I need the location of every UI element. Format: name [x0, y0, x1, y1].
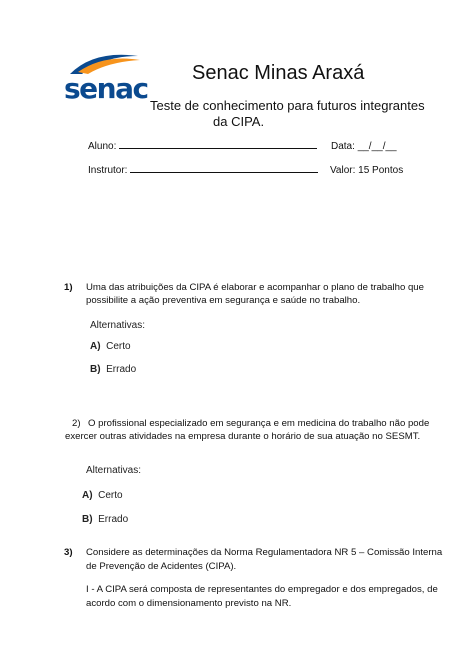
instructor-label: Instrutor:	[88, 165, 128, 176]
senac-logo	[64, 52, 148, 105]
question-1-text-line2: possibilite a ação preventiva em segurança e saúde no trabalho.	[86, 295, 361, 306]
question-2-text-line1: O profissional especializado em segurança e em medicina do trabalho não pode	[88, 418, 430, 429]
school-name: Senac Minas Araxá	[192, 62, 365, 84]
question-2-option-a[interactable]: A) Certo	[82, 490, 123, 501]
date-row	[331, 141, 397, 152]
question-2-alternatives-label: Alternativas:	[86, 465, 142, 476]
question-1-number: 1)	[64, 282, 73, 293]
instructor-name-field[interactable]	[130, 172, 318, 173]
question-2-option-b[interactable]: B) Errado	[82, 514, 129, 525]
question-1-text-line1: Uma das atribuições da CIPA é elaborar e acompanhar o plano de trabalho que	[86, 282, 424, 293]
question-1-option-b[interactable]: B) Errado	[90, 364, 137, 375]
question-3-item-1-line2: acordo com o dimensionamento previsto na NR.	[86, 598, 292, 609]
student-name-field[interactable]	[119, 148, 317, 149]
logo-text: senac	[64, 72, 148, 105]
question-2-text-line2: exercer outras atividades na empresa durante o horário de sua atuação no SESMT.	[65, 431, 421, 442]
date-label: Data:	[331, 141, 355, 152]
test-subtitle-line1: Teste de conhecimento para futuros integrantes	[150, 98, 425, 113]
question-3-item-1-line1: I - A CIPA será composta de representantes do empregador e dos empregados, de	[86, 584, 438, 595]
student-label: Aluno:	[88, 141, 117, 152]
question-1-alternatives-label: Alternativas:	[90, 320, 146, 331]
question-1-option-a[interactable]: A) Certo	[90, 341, 131, 352]
question-3-number: 3)	[64, 547, 73, 558]
student-row	[88, 141, 317, 152]
instructor-row	[88, 165, 318, 176]
score-label: Valor: 15 Pontos	[330, 165, 404, 176]
question-3-text-line2: de Prevenção de Acidentes (CIPA).	[86, 561, 237, 572]
question-3-text-line1: Considere as determinações da Norma Regulamentadora NR 5 – Comissão Interna	[86, 547, 443, 558]
date-field[interactable]: __/__/__	[357, 141, 397, 152]
test-subtitle-line2: da CIPA.	[213, 114, 265, 129]
question-2-number: 2)	[72, 418, 81, 429]
